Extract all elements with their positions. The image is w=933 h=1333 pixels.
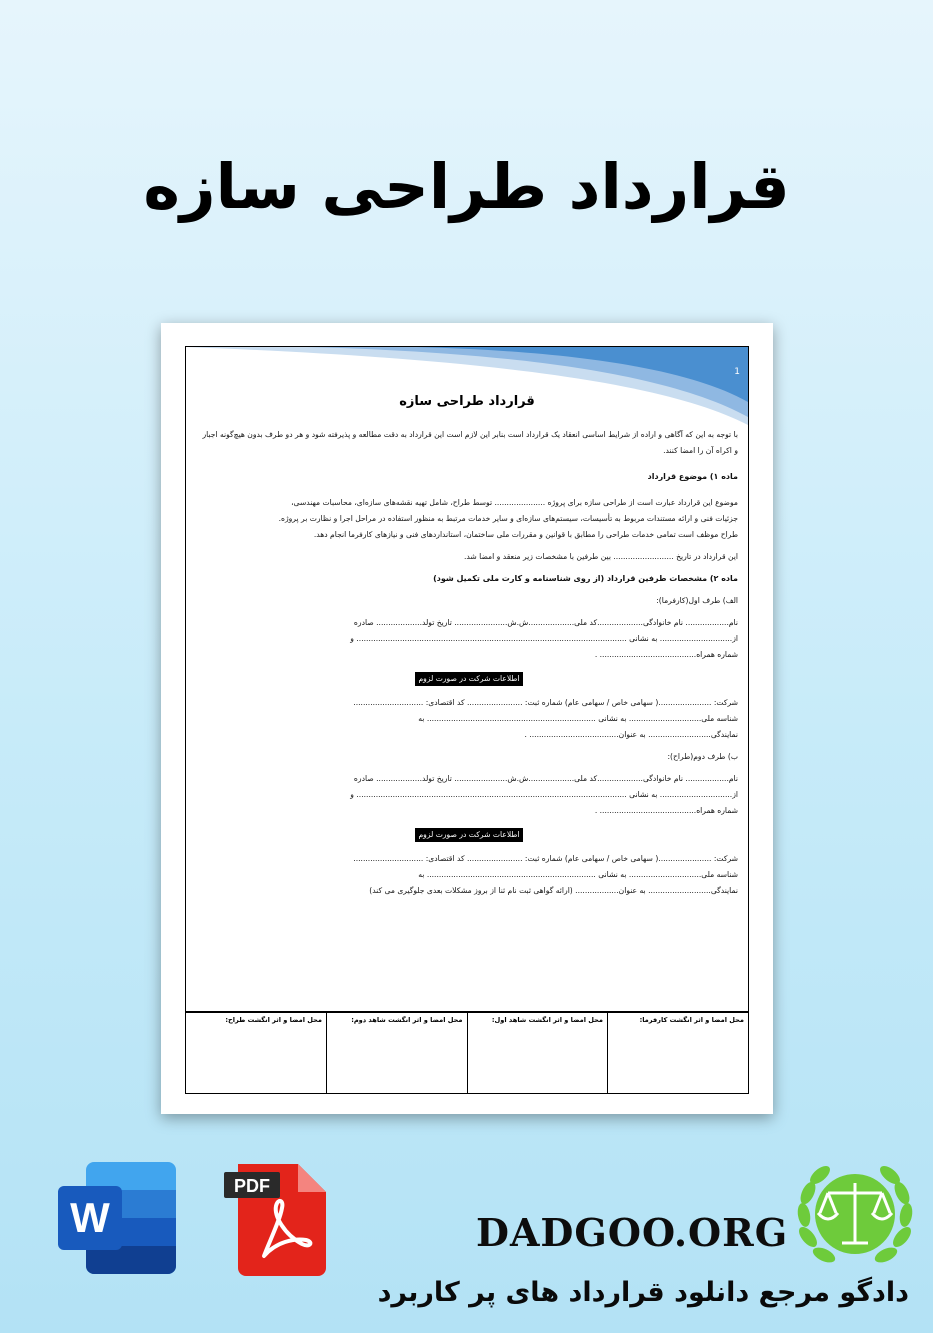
intro-paragraph: با توجه به این که آگاهی و اراده از شرایط اساسی انعقاد یک قرارداد است بنابر این لازم است این قرارداد به دقت مطالعه و پذیرفته شود و هر دو طرف بدون هیچ‌گونه اجبار و اکراه آن را امضا کنند. xyxy=(202,430,738,455)
signature-cell: محل امضا و اثر انگشت شاهد دوم: xyxy=(327,1012,468,1093)
tagline: دادگو مرجع دانلود قرارداد های پر کاربرد xyxy=(377,1277,909,1308)
company-line: شناسه ملی.............................. به نشانی ...................................................................... به xyxy=(418,714,738,723)
date-line: این قرارداد در تاریخ ......................... بین طرفین با مشخصات زیر منعقد و امضا شد. xyxy=(463,552,738,561)
signature-cell: محل امضا و اثر انگشت طراح: xyxy=(225,1016,322,1024)
article2-heading: ماده ۲) مشخصات طرفین قرارداد (از روی شناسنامه و کارت ملی تکمیل شود) xyxy=(433,574,738,583)
signature-table xyxy=(186,1011,748,1093)
company-info-label: اطلاعات شرکت در صورت لزوم xyxy=(415,828,522,842)
header-banner xyxy=(186,347,748,427)
article1-line: جزئیات فنی و ارائه مستندات مربوط به تأسیسات، سیستم‌های سازه‌ای و سایر خدمات مرتبط به منظور استفاده در مراحل اجرا و نظارت بر پروژه. xyxy=(278,514,738,523)
word-icon-letter: W xyxy=(70,1194,110,1241)
document-preview xyxy=(161,323,773,1114)
article1-line: طراح موظف است تمامی خدمات طراحی را مطابق با قوانین و مقررات ملی ساختمان، استانداردهای فنی و نیازهای کارفرما انجام دهد. xyxy=(313,530,738,539)
company-line: شرکت: ......................( سهامی خاص / سهامی عام) شماره ثبت: ....................... کد اقتصادی: ............................. xyxy=(353,854,738,863)
document-frame xyxy=(185,346,749,1094)
article1-line: موضوع این قرارداد عبارت است از طراحی سازه برای پروژه ..................... توسط طراح، شامل تهیه نقشه‌های سازه‌ای، محاسبات مهندسی، xyxy=(291,498,738,507)
site-name[interactable]: DADGOO.ORG xyxy=(476,1210,789,1255)
company-line: نمایندگی.......................... به عنوان.................. (ارائه گواهی ثبت نام ثنا از بروز مشکلات بعدی جلوگیری می کند) xyxy=(369,886,738,895)
person-line: از.............................. به نشانی ................................................................................................................ و xyxy=(350,790,738,799)
person-line: نام.................. نام خانوادگی...................کد ملی...................ش.ش...................... تاریخ تولد................... صادره xyxy=(353,774,738,783)
document-body xyxy=(200,427,738,899)
page-number: 1 xyxy=(734,367,740,377)
person-line: از.............................. به نشانی ................................................................................................................ و xyxy=(350,634,738,643)
company-info-label: اطلاعات شرکت در صورت لزوم xyxy=(415,672,522,686)
company-line: نمایندگی.......................... به عنوان..................................... . xyxy=(524,730,738,739)
pdf-icon[interactable] xyxy=(224,1160,328,1278)
page-title: قرارداد طراحی سازه xyxy=(143,150,790,223)
party1-label: الف) طرف اول(کارفرما): xyxy=(656,596,738,605)
word-icon[interactable] xyxy=(58,1162,176,1274)
person-line: شماره همراه........................................ . xyxy=(594,806,738,815)
party2-label: ب) طرف دوم(طراح): xyxy=(667,752,738,761)
signature-cell: محل امضا و اثر انگشت شاهد اول: xyxy=(467,1012,608,1093)
company-line: شرکت: ......................( سهامی خاص / سهامی عام) شماره ثبت: ....................... کد اقتصادی: ............................. xyxy=(353,698,738,707)
document-title: قرارداد طراحی سازه xyxy=(399,394,535,409)
pdf-icon-label: PDF xyxy=(234,1176,270,1196)
person-line: شماره همراه........................................ . xyxy=(594,650,738,659)
article1-heading: ماده ۱) موضوع قرارداد xyxy=(647,472,738,481)
company-line: شناسه ملی.............................. به نشانی ...................................................................... به xyxy=(418,870,738,879)
signature-cell: محل امضا و اثر انگشت کارفرما: xyxy=(608,1012,749,1093)
scales-logo-icon xyxy=(790,1155,920,1273)
person-line: نام.................. نام خانوادگی...................کد ملی...................ش.ش...................... تاریخ تولد................... صادره xyxy=(353,618,738,627)
